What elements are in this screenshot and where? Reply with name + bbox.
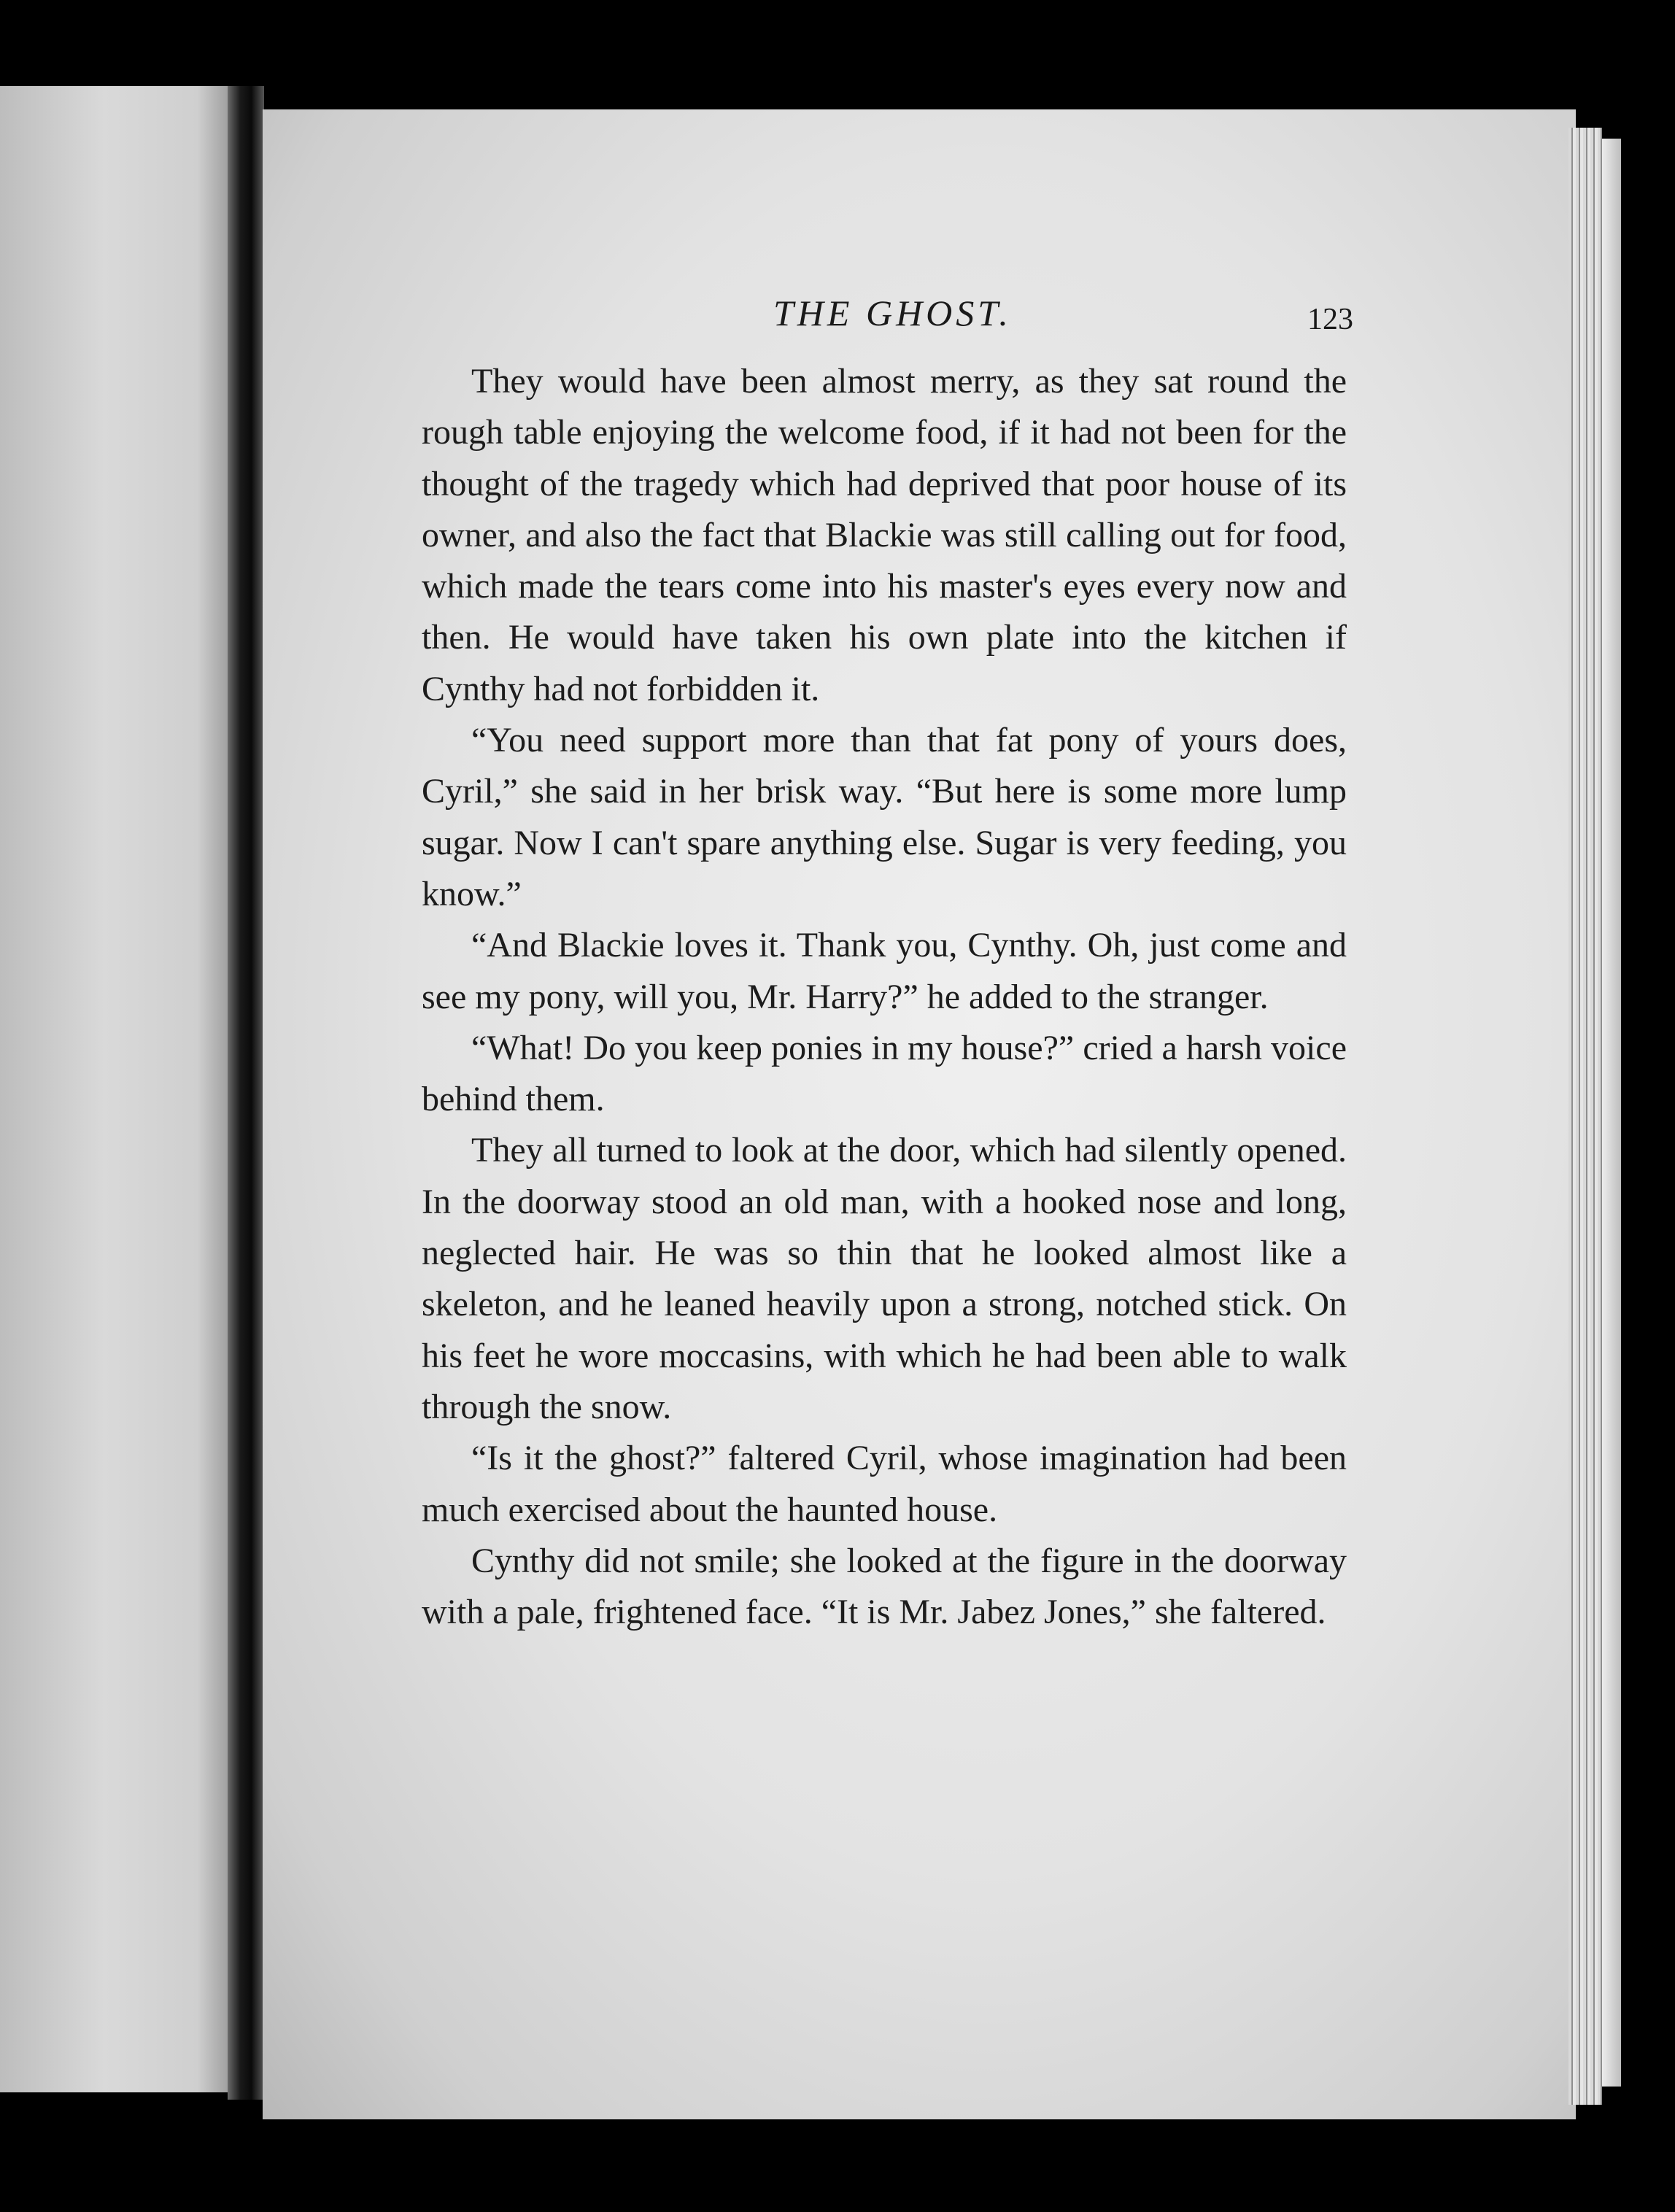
body-text (422, 356, 1347, 1638)
book-spine (228, 86, 264, 2100)
paragraph: Cynthy did not smile; she looked at the figure in the doorway with a pale, frightened face. “It is Mr. Jabez Jones,” she faltered. (422, 1541, 1347, 1632)
paragraph: They all turned to look at the door, which had silently opened. In the doorway stood an old man, with a hooked nose and long, neglected hair. He was so thin that he looked almost like a skeleton, and he leaned heavily upon a strong, notched stick. On his feet he wore moccasins, with which he had been able to walk through the snow. (422, 1131, 1347, 1426)
page-number: 123 (1307, 303, 1353, 336)
paragraph: “What! Do you keep ponies in my house?” cried a harsh voice behind them. (422, 1028, 1347, 1119)
paragraph: “Is it the ghost?” faltered Cyril, whose imagination had been much exercised about the haunted house. (422, 1439, 1347, 1529)
page-stack-edge (1568, 128, 1602, 2105)
paragraph: “You need support more than that fat pony of yours does, Cyril,” she said in her brisk way. “But here is some more lump sugar. Now I can't spare anything else. Sugar is very feeding, you know.” (422, 721, 1347, 913)
paragraph: “And Blackie loves it. Thank you, Cynthy. Oh, just come and see my pony, will you, Mr. Harry?” he added to the stranger. (422, 926, 1347, 1016)
running-title: THE GHOST. (773, 293, 1012, 333)
paragraph: They would have been almost merry, as they sat round the rough table enjoying the welcome food, if it had not been for the thought of the tragedy which had deprived that poor house of its owner, and also the fact that Blackie was still calling out for food, which made the tears come into his master's eyes every now and then. He would have taken his own plate into the kitchen if Cynthy had not forbidden it. (422, 362, 1347, 708)
left-page-edge (0, 86, 232, 2092)
page-stack-outer-edge (1602, 139, 1621, 2087)
page-header (438, 292, 1357, 357)
